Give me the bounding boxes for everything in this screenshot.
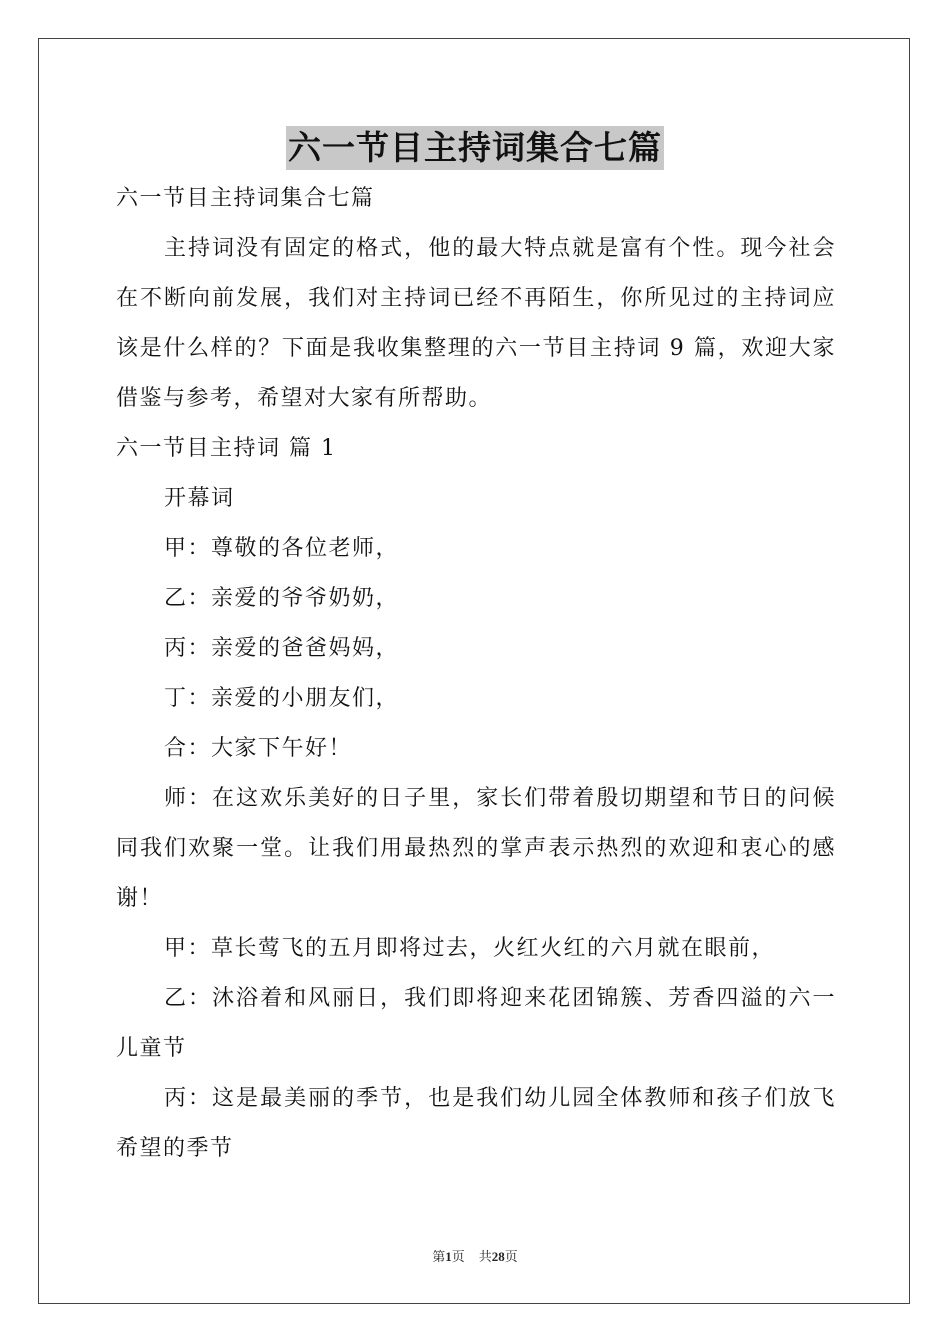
body-paragraph: 丁：亲爱的小朋友们， — [164, 686, 400, 711]
body-paragraph: 丙：亲爱的爸爸妈妈， — [164, 636, 400, 661]
footer-total-suffix: 页 — [504, 1249, 518, 1264]
body-paragraph: 开幕词 — [164, 486, 235, 511]
body-paragraph: 六一节目主持词 篇 1 — [116, 436, 337, 461]
document-body — [116, 174, 836, 1174]
body-paragraph: 甲：尊敬的各位老师， — [164, 536, 400, 561]
body-paragraph: 师：在这欢乐美好的日子里，家长们带着殷切期望和节日的问候同我们欢聚一堂。让我们用最热烈的掌声表示热烈的欢迎和衷心的感谢！ — [116, 786, 836, 911]
document-title: 六一节目主持词集合七篇 — [286, 126, 664, 170]
footer-page-suffix: 页 — [451, 1249, 465, 1264]
footer-total-prefix: 共 — [478, 1249, 492, 1264]
body-paragraph: 丙：这是最美丽的季节，也是我们幼儿园全体教师和孩子们放飞希望的季节 — [116, 1086, 836, 1161]
footer-total-pages: 28 — [491, 1249, 505, 1264]
body-paragraph: 甲：草长莺飞的五月即将过去，火红火红的六月就在眼前， — [164, 936, 776, 961]
body-paragraph: 合：大家下午好！ — [164, 736, 353, 761]
footer-page-number: 1 — [445, 1249, 452, 1264]
body-paragraph: 六一节目主持词集合七篇 — [116, 186, 375, 211]
footer-page-prefix: 第 — [432, 1249, 446, 1264]
body-paragraph: 乙：沐浴着和风丽日，我们即将迎来花团锦簇、芳香四溢的六一儿童节 — [116, 986, 836, 1061]
page-footer — [0, 1246, 950, 1265]
title-container — [0, 126, 950, 170]
body-paragraph: 乙：亲爱的爷爷奶奶， — [164, 586, 400, 611]
body-paragraph: 主持词没有固定的格式，他的最大特点就是富有个性。现今社会在不断向前发展，我们对主持词已经不再陌生，你所见过的主持词应该是什么样的？下面是我收集整理的六一节目主持词 9 篇，欢迎大家借鉴与参考，希望对大家有所帮助。 — [116, 236, 836, 411]
